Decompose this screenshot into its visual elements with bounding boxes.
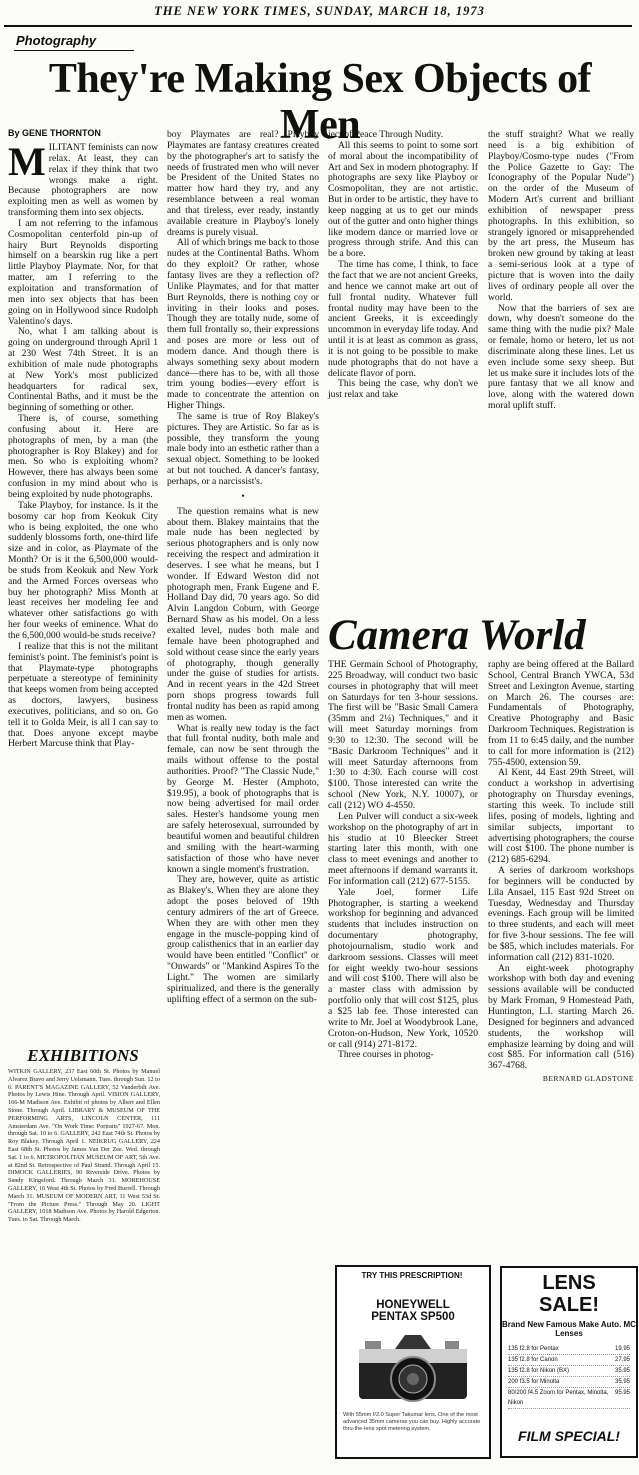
section-label: Photography <box>16 33 97 48</box>
camera-world-heading: Camera World <box>328 612 586 659</box>
article-paragraph: All of which brings me back to those nudes at the Continental Baths. Whom do they exploit? Or rather, whose fantasy lives are they a reflection of? Unlike Playmates, and for that matter Burt Reynolds, there is nothing coy or inviting in their looks and poses. Though they are totally nude, some of them full frontally so, their expressions and poses are more or less out of modern dance. And though there is always something sexy about modern dance—there has to be, with all those trim young bodies—every effort is made to concentrate the attention on Higher Things. <box>167 237 320 412</box>
section-break-dot: • <box>241 490 245 502</box>
article-paragraph: The same is true of Roy Blakey's pictures. They are Artistic. So far as is possible, they transform the young male body into an esthetic rather than a sexual object. Something to be looked at but not touched. A dancer's fantasy, perhaps, or a narcissist's. <box>167 410 319 487</box>
camera-illustration <box>355 1331 471 1407</box>
ad-brand <box>337 1299 489 1323</box>
article-paragraph: The question remains what is new about them. Blakey maintains that the male nude has been neglected by serious photographers and is only now receiving the respect and admiration it deserves. I see what he means, but I wonder. If Edward Weston did not photograph men, Frank Eugene and F. Holland Day did, 70 years ago. So did Alvin Langdon Coburn, with George Bernard Shaw as his model. On a less exalted level, nudes both male and female have been photographed and sold without cease since the early years of photography, though generally under the guise of studies for artists. And in recent years in the 42d Street porn shops progress towards full frontal nudity has been as rapid among men as women. <box>167 505 319 723</box>
camera-world-column-1 <box>328 660 478 1061</box>
byline: By GENE THORNTON <box>8 128 101 138</box>
price-row: 135 f2.8 for Canon 27.95 <box>508 1355 630 1366</box>
ad-title <box>502 1272 636 1316</box>
drop-cap: M <box>8 139 46 184</box>
headline: They're Making Sex Objects of Men <box>48 56 592 148</box>
camera-world-paragraph: Yale Joel, former Life Photographer, is starting a weekend workshop for beginning and advanced students that includes instruction on documentary photography, photojournalism, studio work and darkroom sessions. Classes will meet for eight weekly two-hour sessions and will cost $100. There will also be a master class with admission by portfolio only that will cost $125, plus a $25 lab fee. Those interested can write to Mr. Joel at Woodybrook Lane, Croton-on-Hudson, New York, 10520 or call (914) 271-8172. <box>328 886 478 1050</box>
ad-subtitle: Brand New Famous Make Auto. MC Lenses <box>502 1320 636 1338</box>
exhibitions-heading: EXHIBITIONS <box>27 1046 139 1065</box>
camera-world-paragraph: raphy are being offered at the Ballard School, Central Branch YWCA, 53d Street and Lexington Avenue, starting on March 26. The courses are: Fundamentals of Photography, Creative Photography and Basic Darkroom Techniques. Registration is from 11 to 6:45 daily, and the number to call for more information is (212) 755-4500, extension 59. <box>488 659 634 768</box>
price-row: 80/200 f4.5 Zoom for Pentax, Minolta, Nikon 95.95 <box>508 1388 630 1409</box>
article-column-4 <box>488 130 634 412</box>
article-paragraph: MILITANT feminists can now relax. At least, they can relax if they think that two wrongs make a right. Because photographers are now exploiting men as well as women by transforming them into sex objects. <box>8 139 158 219</box>
article-paragraph: The time has come, I think, to face the fact that we are not ancient Greeks, and hence we cannot make art out of full frontal nudity. Whatever full frontal nudity may have been to the ancient Greeks, it is exceedingly uncommon in everyday life today. And until it is at least as common as grass, it is not going to be possible to make nude photographs that do not have a delicate flavor of porn. <box>328 259 478 379</box>
ad-badge: TRY THIS PRESCRIPTION! <box>361 1271 463 1280</box>
article-paragraph: This being the case, why don't we just relax and take <box>328 378 478 401</box>
camera-world-column-2 <box>488 660 634 1085</box>
article-paragraph: the stuff straight? What we really need is a big exhibition of Playboy/Cosmo-type nudes ("From the Police Gazette to Gay: The Iconography of the Popular Nude") on the order of the Museum of Modern Art's current and brilliant exhibition of newspaper press photographs. In this exhibition, so strangely ignored or misapprehended by the art press, the Museum has broken new ground by taking at least a semi-serious look at a type of picture that is woven into the daily lives of ordinary people all over the world. <box>488 129 634 303</box>
camera-world-paragraph: Al Kent, 44 East 29th Street, will conduct a workshop in advertising photography on Thursday evenings, starting this week. To include still lifes, posing of models, lighting and similar subjects, important to advertising photographers, the course will cost $100. The phone number is (212) 685-6294. <box>488 767 634 866</box>
article-column-2 <box>167 130 319 1006</box>
ad-model-line: PENTAX SP500 <box>371 1311 455 1323</box>
article-paragraph: I realize that this is not the militant feminist's point. The feminist's point is that Playmate-type photographs perpetuate a stereotype of femininity that keeps women from being accepted as doctors, lawyers, business executives, politicians, and so on. Go tell it to Golda Meir, is all I can say to that. Does anyone except maybe Herbert Marcuse think that Play- <box>8 640 158 750</box>
article-paragraph: ject of Peace Through Nudity. <box>328 129 444 140</box>
article-column-1 <box>8 139 158 750</box>
section-label-rule <box>14 50 134 51</box>
honeywell-pentax-ad <box>335 1265 491 1459</box>
masthead-rule <box>4 25 632 27</box>
article-paragraph: No, what I am talking about is going on underground through April 1 at 230 West 74th Street. It is an exhibition of male nude photographs at New York's most publicized headquarters for radical sex, Continental Baths, and it must be the beginning of something or other. <box>8 326 158 414</box>
ad-brand-line: HONEYWELL <box>376 1299 450 1311</box>
camera-world-paragraph: THE Germain School of Photography, 225 Broadway, will conduct two basic courses in photography that will meet on Saturdays for ten 3-hour sessions. The first will be "Basic Small Camera (35mm and 2¼) Techniques," and it will meet Saturday mornings from 9:30 to 12:30. The second will be "Basic Darkroom Techniques" and it will meet Saturday afternoons from 1:30 to 4:30. Each course will cost $100. Those interested can write the school (New York, N.Y. 10007), or call (212) WO 4-4550. <box>328 659 478 811</box>
ad-price-list <box>508 1344 630 1409</box>
ad-fine-print: With 55mm f/2.0 Super Takumar lens. One of the most advanced 35mm cameras you can buy. Highly accurate thru-the-lens spot metering system. <box>343 1412 481 1432</box>
ad-title-line: LENS <box>542 1272 596 1294</box>
newspaper-masthead: THE NEW YORK TIMES, SUNDAY, MARCH 18, 1973 <box>154 4 485 18</box>
exhibitions-listing: WITKIN GALLERY, 237 East 60th St. Photos by Manuel Alvarez Bravo and Jerry Uelsmann. Tues. through Sun. 12 to 6. PARENT'S MAGAZINE GALLERY, 52 Vanderbilt Ave. Photos by Lewis Hine. Through April. VISION GALLERY, 166-M Madison Ave. Exhibit of photos by Albert and Ellen Stone. Through April. LIBRARY & MUSEUM OF THE PERFORMING ARTS, LINCOLN CENTER, 111 Amsterdam Ave. "On Work Time: Portraits" 1927-67. Mon. through Sat. 10 to 6. GALLERY, 242 East 74th St. Photos by Roy Blakey. Through April 1. NEIKRUG GALLERY, 224 East 68th St. Photos by James Van Der Zee. Wed. through Sat. 1 to 6. METROPOLITAN MUSEUM OF ART, 5th Ave. at 82nd St. Retrospective of Paul Strand. Through April 15. DIMOCK GALLERIES, 90 Riverside Drive. Photos by Sandy Kingsford. Through March 31. MOREHOUSE GALLERY, 16 West 4th St. Photos by Fred Burrell. Through March 31. MUSEUM OF MODERN ART, 11 West 53d St. "From the Picture Press." Through May 20. LIGHT GALLERY, 1018 Madison Ave. Photos by Harold Edgerton. Tues. to Sat. Through March. <box>8 1068 160 1224</box>
camera-world-paragraph: An eight-week photography workshop with both day and evening sessions available will be conducted by Mark Froman, 9 Homestead Path, Huntington, L.I. starting March 26. Designed for beginners and advanced students, the workshop will emphasize learning by doing and will cost $85. For information call (516) 367-4768. <box>488 962 634 1072</box>
article-paragraph: Take Playboy, for instance. Is it the bosomy car hop from Keokuk City who is being exploited, the one who suddenly blossoms forth, one-third life size and in color, as Playmate of the Month? Or is it the 6,500,000 would-be studs from Keokuk and New York and the Armed Forces overseas who buy her photograph? Miss Month at least receives her modeling fee and whatever other satisfactions go with her four weeks of eminence. What do the 6,500,000 would-be studs receive? <box>8 499 158 641</box>
price-row: 135 f2.8 for Nikon (BX) 35.95 <box>508 1366 630 1377</box>
article-paragraph: boy Playmates are real? Playboy Playmates are fantasy creatures created by the photographer's art to satisfy the needs of frustrated men who will never be President of the United States no matter how hard they try, and any resemblance between a real woman and that tireless, ever ready, instantly available creature in Playboy's lonely dreams is purely visual. <box>167 129 319 238</box>
ad-banner: FILM SPECIAL! <box>518 1428 620 1444</box>
ad-title-line: SALE! <box>539 1294 599 1316</box>
article-paragraph: There is, of course, something confusing about it. Here are photographs of men, by a man (the photographer is Roy Blakey) and for men. So who is exploiting whom? However, there has always been some confusion in my mind about who is being exploited by nude photographs. <box>8 413 158 500</box>
camera-world-paragraph: Three courses in photog- <box>338 1049 434 1061</box>
lens-sale-ad <box>500 1266 638 1458</box>
camera-world-paragraph: Len Pulver will conduct a six-week workshop on the photography of art in his studio at 10 Bleecker Street starting later this month, with one class to meet evenings and another to meet afternoons if demand warrants it. For information call (212) 677-5155. <box>328 810 478 887</box>
price-row: 200 f3.5 for Minolta 35.95 <box>508 1377 630 1388</box>
article-paragraph: All this seems to point to some sort of moral about the incompatibility of Art and Sex in modern photography. If photographs are sexy like Playboy or Cosmopolitan, they are not artistic. But in order to be artistic, they have to keep nagging at us to get our minds out of the gutter and onto higher things like modern dance or married love or progress through strife. And this can be a bore. <box>328 139 479 260</box>
camera-world-paragraph: A series of darkroom workshops for beginners will be conducted by Lila Ansael, 115 East 92d Street on Tuesday, Wednesday and Thursday evenings. Each group will be limited to three students, and each will meet for five 3-hour sessions. The fee will be $85, which includes materials. For information call (212) 831-1020. <box>488 865 634 963</box>
camera-world-signature: BERNARD GLADSTONE <box>542 1074 634 1084</box>
article-paragraph: What is really new today is the fact that full frontal nudity, both male and female, can now be sent through the mails without offense to the postal authorities. Proof? "The Classic Nude," by George M. Hester (Amphoto, $19.95), a book of photographs that is now being advertised for mail order sales. Hester's handsome young men are safely heterosexual, surrounded by beautiful women and beautiful children and smiling with the heart-warming satisfaction of those who have never known a single moment's frustration. <box>167 722 319 875</box>
article-paragraph: I am not referring to the infamous Cosmopolitan centerfold pin-up of hairy Burt Reynolds disporting himself on a bearskin rug like a pert little Playboy Playmate. Nor, for that matter, am I referring to the exploitation and transformation of men into sex objects that has been going on in Hollywood since Rudolph Valentino's days. <box>8 217 158 327</box>
article-column-3 <box>328 130 478 401</box>
article-paragraph: They are, however, quite as artistic as Blakey's. When they are alone they adopt the poses beloved of 19th century admirers of the art of Greece. When they are with other men they engage in the muscle-popping kind of group calisthenics that in an earlier day would have been entitled "Conflict" or "Onwards" or "Mankind Aspires To the Light." The women are similarly spiritualized, and there is the generally uplifting effect of a sermon on the sub- <box>167 874 319 1005</box>
article-paragraph: Now that the barriers of sex are down, why doesn't someone do the same thing with the nudie pix? Male or female, homo or hetero, let us not discriminate along these lines. Let us even include some sexy sheep. But let us make sure it includes lots of the pure fantasy that we all know and love, along with the watered down moral uplift stuff. <box>488 302 634 412</box>
price-row: 135 f2.8 for Pentax 19.95 <box>508 1344 630 1355</box>
